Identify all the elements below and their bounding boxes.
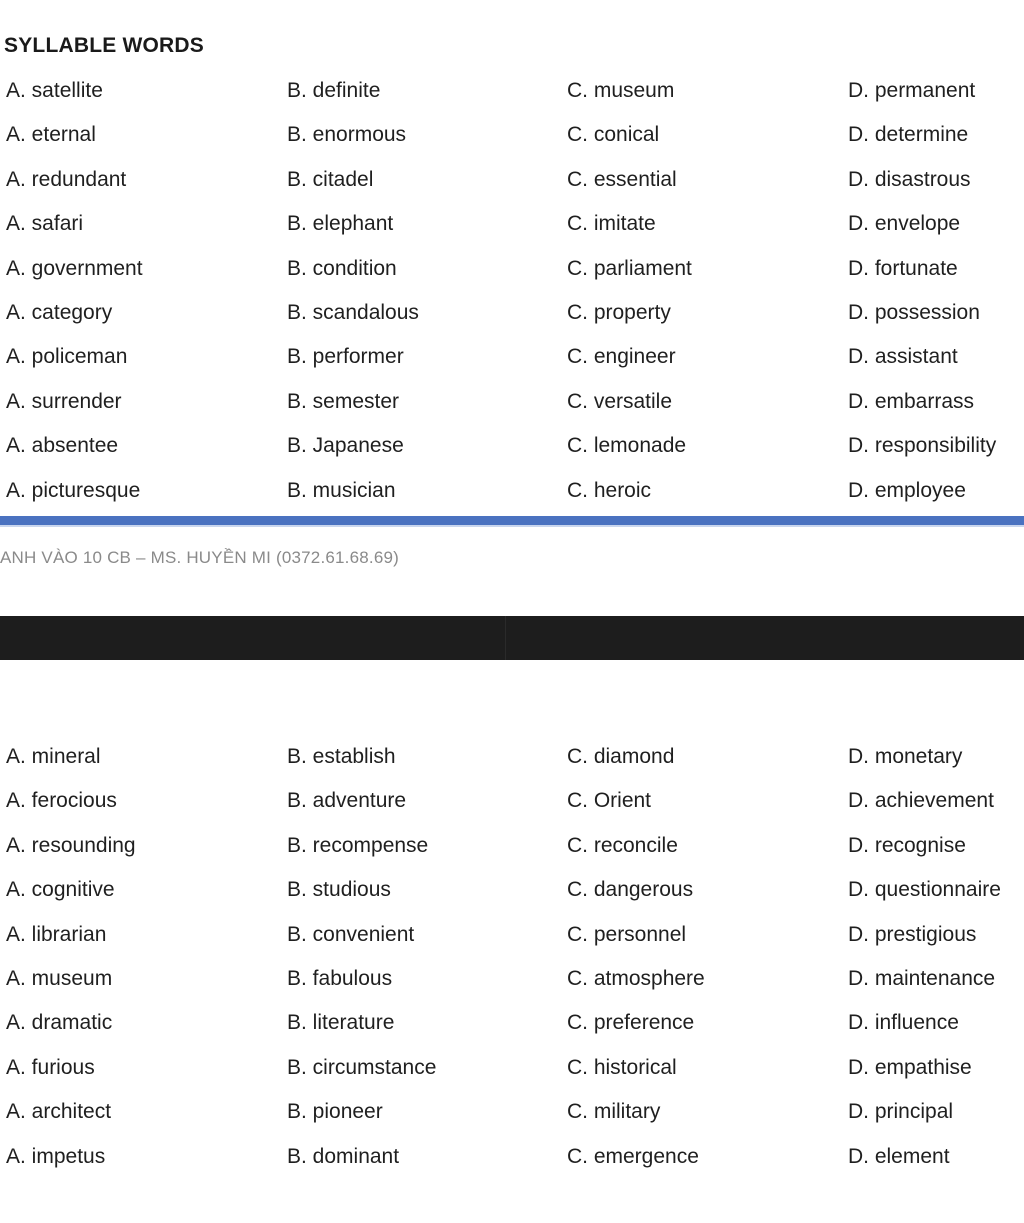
option-b: B. pioneer (287, 1100, 383, 1124)
option-a: A. resounding (6, 833, 136, 857)
option-b: B. musician (287, 478, 396, 502)
option-d: D. possession (848, 300, 980, 324)
option-b: B. elephant (287, 212, 394, 236)
option-a: A. architect (6, 1100, 112, 1124)
option-c: C. parliament (567, 256, 692, 280)
option-a: A. surrender (6, 389, 122, 413)
option-d: D. fortunate (848, 256, 958, 280)
question-row (0, 159, 1024, 203)
option-a: A. furious (6, 1055, 95, 1079)
option-a: A. policeman (6, 345, 128, 369)
option-b: B. studious (287, 878, 391, 902)
option-b: B. fabulous (287, 966, 393, 990)
option-a: A. librarian (6, 922, 107, 946)
page-footer: ANH VÀO 10 CB – MS. HUYỀN MI (0372.61.68.69) (0, 548, 400, 567)
question-row (0, 470, 1024, 514)
option-d: D. maintenance (848, 966, 996, 990)
option-d: D. principal (848, 1100, 954, 1124)
option-b: B. semester (287, 389, 400, 413)
option-b: B. definite (287, 79, 381, 102)
question-row (0, 114, 1024, 158)
option-c: C. heroic (567, 478, 652, 502)
option-c: C. conical (567, 123, 660, 147)
option-d: D. disastrous (848, 167, 971, 191)
question-row (0, 248, 1024, 292)
option-c: C. preference (567, 1011, 695, 1035)
question-row (0, 958, 1024, 1002)
option-c: C. essential (567, 167, 677, 191)
question-row (0, 914, 1024, 958)
option-a: A. impetus (6, 1144, 106, 1168)
option-c: C. property (567, 300, 671, 324)
option-a: A. ferocious (6, 789, 117, 813)
option-a: A. eternal (6, 123, 96, 147)
question-row (0, 780, 1024, 824)
option-b: B. Japanese (287, 434, 404, 458)
question-row (0, 203, 1024, 247)
option-b: B. scandalous (287, 300, 419, 324)
option-d: D. element (848, 1144, 950, 1168)
option-b: B. establish (287, 745, 396, 768)
question-row (0, 1091, 1024, 1135)
bottom-word-grid (0, 736, 1024, 1180)
band-divider (505, 616, 506, 660)
question-row (0, 1002, 1024, 1046)
option-b: B. adventure (287, 789, 407, 813)
question-row (0, 425, 1024, 469)
option-d: D. influence (848, 1011, 959, 1035)
question-row (0, 70, 1024, 114)
page-heading: SYLLABLE WORDS (4, 34, 204, 57)
option-c: C. imitate (567, 212, 656, 236)
top-word-grid (0, 70, 1024, 514)
question-row (0, 869, 1024, 913)
option-d: D. envelope (848, 212, 961, 236)
question-row (0, 381, 1024, 425)
option-c: C. diamond (567, 745, 675, 768)
option-c: C. lemonade (567, 434, 687, 458)
option-c: C. atmosphere (567, 966, 705, 990)
option-d: D. employee (848, 478, 966, 502)
option-c: C. reconcile (567, 833, 678, 857)
page-break-band (0, 616, 1024, 660)
option-c: C. engineer (567, 345, 676, 369)
question-row (0, 292, 1024, 336)
option-a: A. mineral (6, 745, 101, 768)
option-d: D. recognise (848, 833, 966, 857)
option-d: D. achievement (848, 789, 994, 813)
option-a: A. safari (6, 212, 84, 236)
option-d: D. responsibility (848, 434, 997, 458)
option-b: B. enormous (287, 123, 407, 147)
option-c: C. emergence (567, 1144, 699, 1168)
option-d: D. empathise (848, 1055, 972, 1079)
option-d: D. assistant (848, 345, 958, 369)
option-c: C. historical (567, 1055, 677, 1079)
option-d: D. monetary (848, 745, 963, 768)
option-d: D. questionnaire (848, 878, 1001, 902)
option-d: D. embarrass (848, 389, 975, 413)
option-a: A. satellite (6, 79, 103, 102)
option-c: C. personnel (567, 922, 687, 946)
question-row (0, 825, 1024, 869)
option-c: C. versatile (567, 389, 673, 413)
option-b: B. convenient (287, 922, 415, 946)
option-a: A. museum (6, 966, 113, 990)
option-a: A. government (6, 256, 143, 280)
option-b: B. literature (287, 1011, 395, 1035)
option-d: D. permanent (848, 79, 976, 102)
question-row (0, 736, 1024, 780)
option-a: A. redundant (6, 167, 127, 191)
option-c: C. military (567, 1100, 661, 1124)
question-row (0, 1047, 1024, 1091)
option-a: A. absentee (6, 434, 119, 458)
option-a: A. picturesque (6, 478, 141, 502)
option-d: D. prestigious (848, 922, 977, 946)
option-b: B. dominant (287, 1144, 400, 1168)
option-b: B. condition (287, 256, 397, 280)
option-b: B. citadel (287, 167, 374, 191)
question-row (0, 1136, 1024, 1180)
option-b: B. recompense (287, 833, 429, 857)
question-row (0, 336, 1024, 380)
option-a: A. cognitive (6, 878, 115, 902)
option-c: C. dangerous (567, 878, 694, 902)
option-d: D. determine (848, 123, 969, 147)
option-c: C. museum (567, 79, 675, 102)
option-b: B. circumstance (287, 1055, 437, 1079)
option-a: A. dramatic (6, 1011, 113, 1035)
footer-divider (0, 516, 1024, 525)
option-c: C. Orient (567, 789, 652, 813)
option-b: B. performer (287, 345, 404, 369)
option-a: A. category (6, 300, 113, 324)
